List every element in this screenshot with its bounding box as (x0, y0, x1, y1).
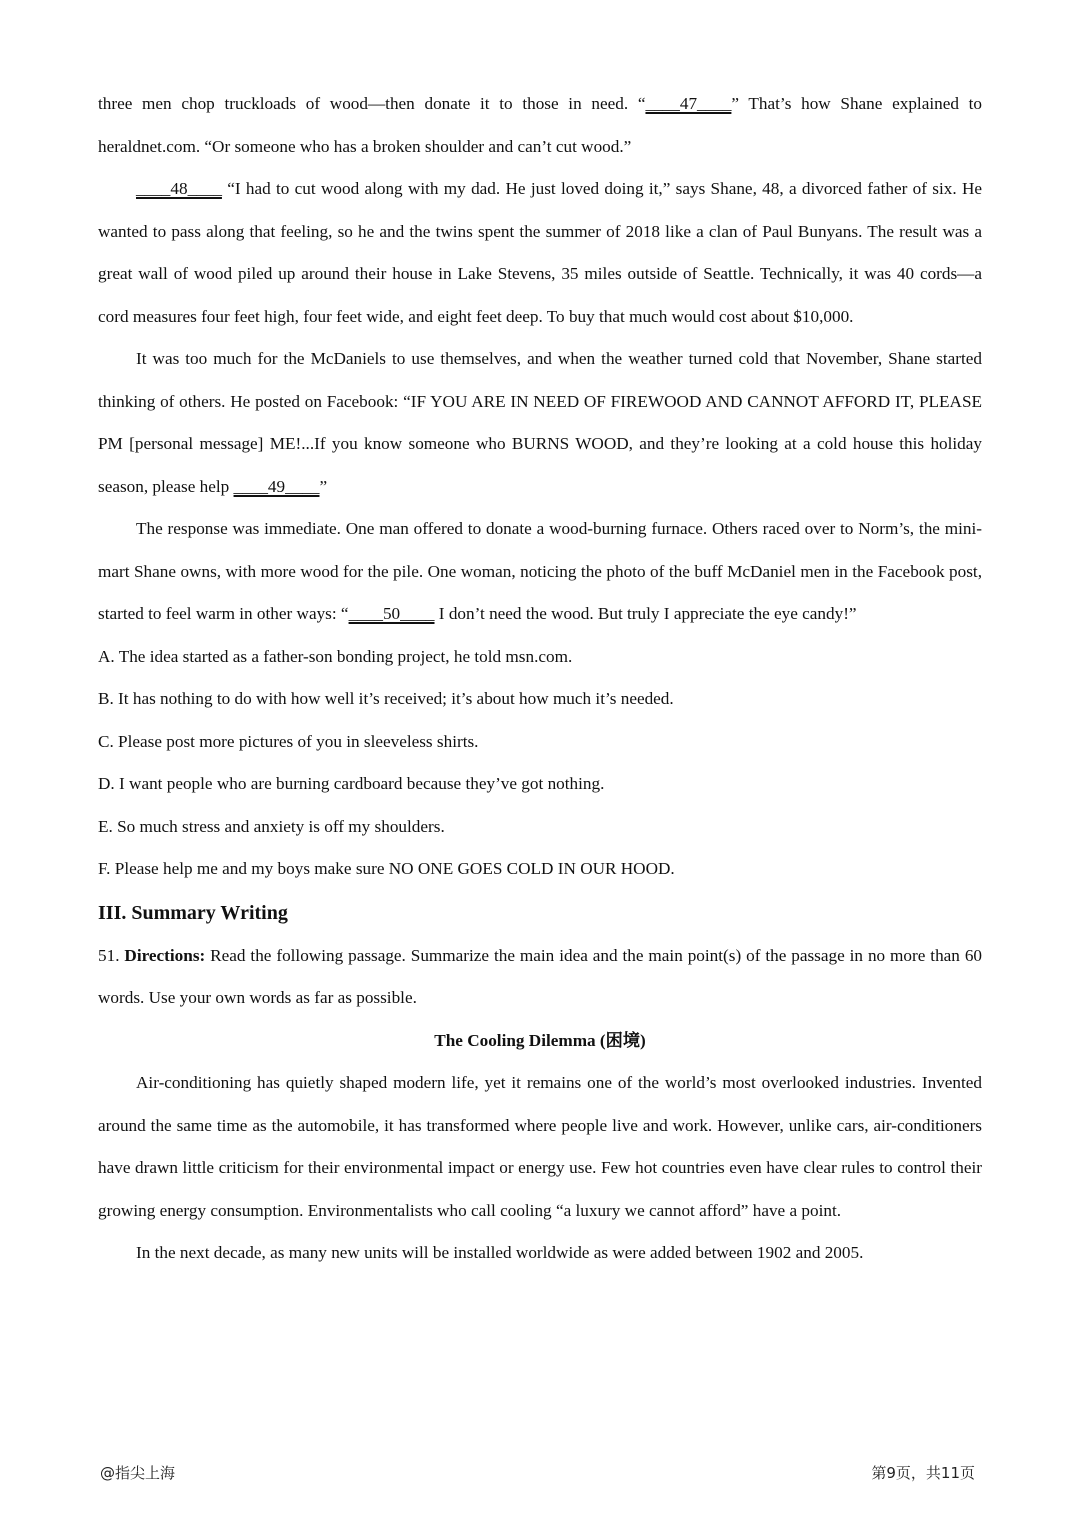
option-c: C. Please post more pictures of you in sleeveless shirts. (98, 731, 479, 751)
passage-paragraph-3 (98, 338, 982, 508)
option-d: D. I want people who are burning cardboard because they’ve got nothing. (98, 774, 605, 793)
option-e: E. So much stress and anxiety is off my shoulders. (98, 816, 445, 836)
paragraph-text: I don’t need the wood. But truly I appreciate the eye candy!” (434, 604, 857, 623)
paragraph-text: ” (319, 476, 328, 496)
blank-48: ____48____ (136, 179, 222, 198)
footer-source: @指尖上海 (100, 1464, 176, 1482)
footer-page-number: 第9页，共11页 (871, 1464, 975, 1482)
document-body (98, 83, 982, 1275)
passage-title: The Cooling Dilemma (困境) (434, 1030, 646, 1050)
passage-paragraph-4 (98, 508, 982, 636)
paragraph-text: ” That’s how Shane explained to heraldnet.com. “Or someone who has a broken shoulder and can’t cut wood.” (98, 94, 982, 156)
question-directions (98, 935, 982, 1020)
options-list (98, 636, 982, 891)
option-b: B. It has nothing to do with how well it’s received; it’s about how much it’s needed. (98, 689, 674, 708)
paragraph-text: The response was immediate. One man offered to donate a wood-burning furnace. Others raced over to Norm’s, the mini-mart Shane owns, with more wood for the pile. One woman, noticing the photo of the buff McDaniel men in the Facebook post, started to feel warm in other ways: “ (98, 519, 982, 623)
summary-paragraph-2: In the next decade, as many new units will be installed worldwide as were added between 1902 and 2005. (136, 1243, 864, 1262)
directions-text: Read the following passage. Summarize the main idea and the main point(s) of the passage in no more than 60 words. Use your own words as far as possible. (98, 945, 983, 1007)
section-heading: III. Summary Writing (98, 901, 288, 924)
paragraph-text: It was too much for the McDaniels to use themselves, and when the weather turned cold that November, Shane started thinking of others. He posted on Facebook: “IF YOU ARE IN NEED OF FIREWOOD AND CANNOT AFFORD IT, PLEASE PM [personal message] ME!...If you know someone who BURNS WOOD, and they’re looking at a cold house this holiday season, please help (98, 349, 982, 496)
passage-paragraph-1 (98, 83, 982, 168)
option-f: F. Please help me and my boys make sure NO ONE GOES COLD IN OUR HOOD. (98, 859, 675, 878)
blank-47: ____47____ (645, 94, 732, 113)
paragraph-text: three men chop truckloads of wood—then donate it to those in need. “ (98, 94, 646, 113)
blank-50: ____50____ (348, 604, 435, 623)
directions-label: Directions: (124, 945, 206, 965)
blank-49: ____49____ (233, 476, 320, 496)
summary-paragraph-1: Air-conditioning has quietly shaped modern life, yet it remains one of the world’s most overlooked industries. Invented around the same time as the automobile, it has transformed where people live and work. However, unlike cars, air-conditioners have drawn little criticism for their environmental impact or energy use. Few hot countries even have clear rules to control their growing energy consumption. Environmentalists who call cooling “a luxury we cannot afford” have a point. (98, 1073, 982, 1220)
paragraph-text: “I had to cut wood along with my dad. He just loved doing it,” says Shane, 48, a divorced father of six. He wanted to pass along that feeling, so he and the twins spent the summer of 2018 like a clan of Paul Bunyans. The result was a great wall of wood piled up around their house in Lake Stevens, 35 miles outside of Seattle. Technically, it was 40 cords—a cord measures four feet high, four feet wide, and eight feet deep. To buy that much would cost about $10,000. (98, 179, 982, 326)
option-a: A. The idea started as a father-son bonding project, he told msn.com. (98, 646, 573, 666)
question-number: 51. (98, 945, 125, 965)
passage-paragraph-2 (98, 168, 982, 338)
